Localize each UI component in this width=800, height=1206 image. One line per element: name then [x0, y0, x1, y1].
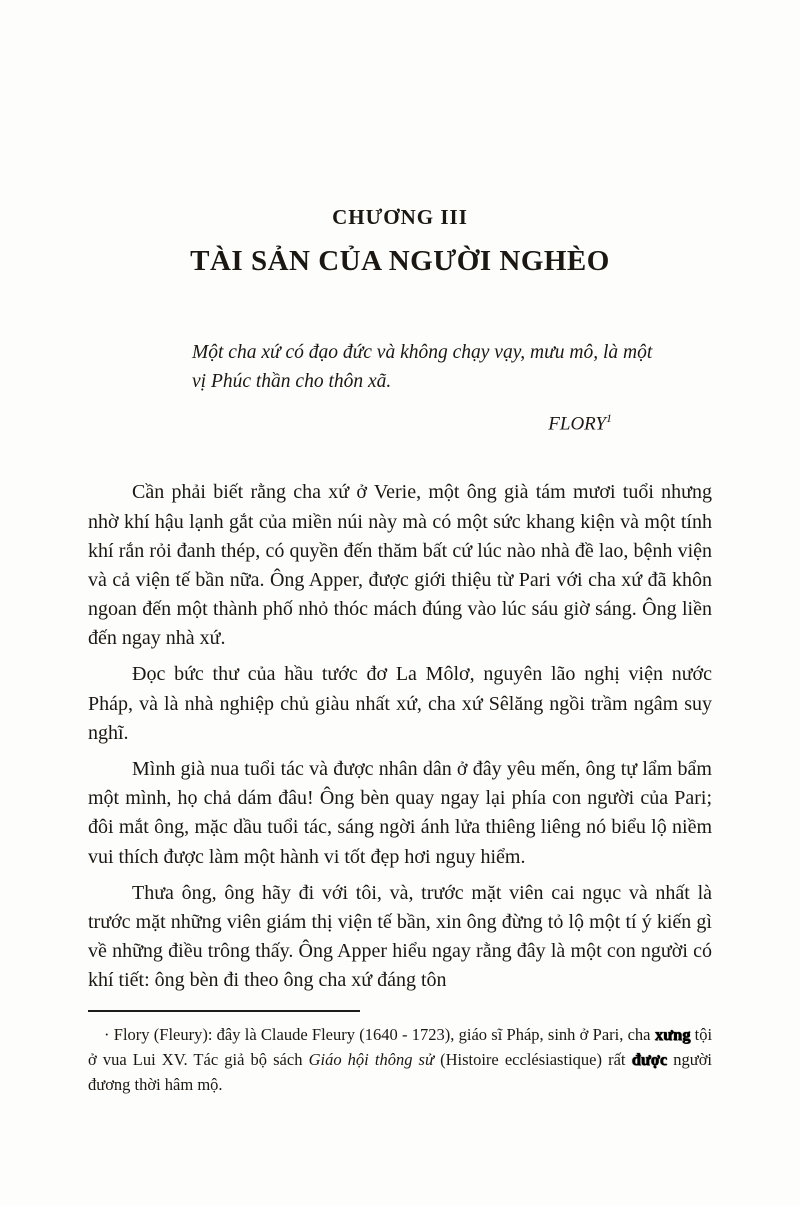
footnote-book-title: Giáo hội thông sử	[308, 1049, 434, 1069]
footnote-marker: ·	[104, 1024, 110, 1044]
body-paragraph: Cần phải biết rằng cha xứ ở Verie, một ông già tám mươi tuổi nhưng nhờ khí hậu lạnh gắt của miền núi này mà có một sức khang kiện và một tính khí rắn rỏi đanh thép, có quyền đến thăm bất cứ lúc nào nhà đề lao, bệnh viện và cả viện tế bần nữa. Ông Apper, được giới thiệu từ Pari với cha xứ đã khôn ngoan đến một thành phố nhỏ thóc mách đúng vào lúc sáu giờ sáng. Ông liền đến ngay nhà xứ.	[88, 481, 712, 650]
footnote-smudged-word: được	[631, 1049, 668, 1069]
body-paragraph: Thưa ông, ông hãy đi với tôi, và, trước mặt viên cai ngục và nhất là trước mặt những viên giám thị viện tế bần, xin ông đừng tỏ lộ một tí ý kiến gì về những điều trông thấy. Ông Apper hiểu ngay rằng đây là một con người có khí tiết: ông bèn đi theo ông cha xứ đáng tôn	[88, 881, 712, 992]
footnote-smudged-word: xưng	[654, 1024, 691, 1044]
footnote-text	[88, 1022, 712, 1097]
footnote-divider	[88, 1010, 360, 1012]
chapter-number-heading: CHƯƠNG III	[332, 205, 468, 229]
footnote-segment: tội ở vua Lui XV. Tác giả bộ sách	[88, 1024, 713, 1069]
chapter-title-heading: TÀI SẢN CỦA NGƯỜI NGHÈO	[190, 245, 610, 277]
epigraph-block	[192, 338, 670, 438]
footnote-segment: người đương thời hâm mộ.	[88, 1049, 713, 1094]
epigraph-author: FLORY	[548, 412, 606, 434]
epigraph-footnote-ref: 1	[606, 410, 612, 425]
body-paragraph: Mình già nua tuổi tác và được nhân dân ở đây yêu mến, ông tự lẩm bẩm một mình, họ chả dám đâu! Ông bèn quay ngay lại phía con người của Pari; đôi mắt ông, mặc dầu tuổi tác, sáng ngời ánh lửa thiêng liêng nó biểu lộ niềm vui thích được làm một hành vi tốt đẹp hơi nguy hiểm.	[88, 758, 712, 868]
epigraph-text: Một cha xứ có đạo đức và không chạy vạy, mưu mô, là một vị Phúc thần cho thôn xã.	[192, 342, 653, 393]
chapter-body	[88, 478, 712, 995]
epigraph-attribution	[192, 409, 612, 439]
body-paragraph: Đọc bức thư của hầu tước đơ La Môlơ, nguyên lão nghị viện nước Pháp, và là nhà nghiệp chủ giàu nhất xứ, cha xứ Sêlăng ngồi trầm ngâm suy nghĩ.	[88, 663, 712, 744]
footnote-segment: (Histoire ecclésiastique) rất	[440, 1049, 626, 1069]
footnote-segment: Flory (Fleury): đây là Claude Fleury (1640 - 1723), giáo sĩ Pháp, sinh ở Pari, cha	[113, 1024, 651, 1044]
